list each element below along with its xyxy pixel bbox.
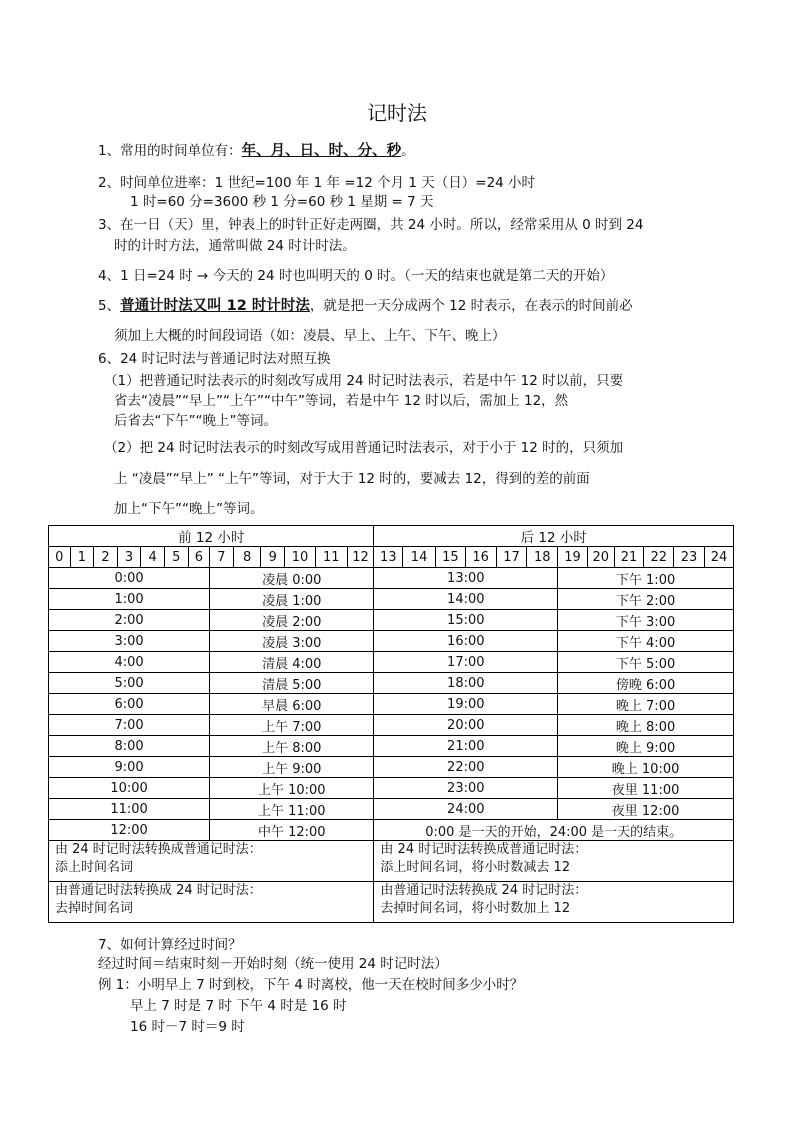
item-6-p1-line-2: 省去“凌晨”“早上”“上午”“中午”等词，若是中午 12 时以后，需加上 12，然 (114, 393, 569, 409)
time-12h-noon: 中午 12:00 (210, 820, 374, 841)
hour-cell: 10 (285, 547, 316, 568)
time-12h-pm: 夜里 11:00 (558, 778, 734, 799)
hour-cell: 12 (347, 547, 374, 568)
item-5-line-1-rest: ，就是把一天分成两个 12 时表示，在表示的时间前必 (309, 298, 633, 314)
time-12h-am: 凌晨 2:00 (210, 610, 374, 631)
time-12h-am: 清晨 5:00 (210, 673, 374, 694)
time-24h-pm: 16:00 (374, 631, 558, 652)
time-24h-am: 9:00 (49, 757, 210, 778)
time-12h-pm: 晚上 8:00 (558, 715, 734, 736)
hour-cell: 4 (141, 547, 165, 568)
table-row (49, 589, 734, 610)
note-rule: 去掉时间名词，将小时数加上 12 (380, 901, 571, 916)
note-rule: 添上时间名词 (55, 860, 134, 875)
time-24h-pm: 23:00 (374, 778, 558, 799)
table-row (49, 568, 734, 589)
hour-cell: 3 (117, 547, 141, 568)
time-24h-pm: 21:00 (374, 736, 558, 757)
time-24h-am: 4:00 (49, 652, 210, 673)
time-12h-pm: 下午 1:00 (558, 568, 734, 589)
note-cell-left (49, 841, 374, 882)
time-24h-am: 3:00 (49, 631, 210, 652)
hour-cell: 13 (374, 547, 403, 568)
time-12h-pm: 下午 2:00 (558, 589, 734, 610)
hour-ruler-row (49, 547, 734, 568)
time-12h-pm: 下午 3:00 (558, 610, 734, 631)
table-row (49, 778, 734, 799)
hour-cell: 17 (496, 547, 527, 568)
item-1-units: 年、月、日、时、分、秒 (241, 143, 402, 159)
header-first-12-hours: 前 12 小时 (49, 526, 374, 547)
hour-cell: 20 (587, 547, 614, 568)
time-12h-am: 凌晨 3:00 (210, 631, 374, 652)
time-12h-am: 早晨 6:00 (210, 694, 374, 715)
time-24h-noon: 12:00 (49, 820, 210, 841)
time-12h-pm: 晚上 10:00 (558, 757, 734, 778)
note-heading: 由普通记时法转换成 24 时记时法： (55, 883, 262, 898)
item-7-formula: 经过时间＝结束时刻－开始时刻（统一使用 24 时记时法） (98, 956, 448, 972)
hour-cell: 22 (644, 547, 674, 568)
table-row (49, 631, 734, 652)
item-6-p2-line-2: 上 “凌晨”“早上” “上午”等词，对于大于 12 时的，要减去 12，得到的差的前面 (114, 471, 590, 487)
page-title: 记时法 (367, 101, 427, 125)
time-24h-pm: 19:00 (374, 694, 558, 715)
hour-cell: 7 (210, 547, 234, 568)
table-row (49, 694, 734, 715)
item-5-emphasis: 普通计时法又叫 12 时计时法 (120, 298, 310, 314)
hour-cell: 21 (614, 547, 644, 568)
hour-cell: 24 (704, 547, 733, 568)
table-row-noon (49, 820, 734, 841)
table-row (49, 736, 734, 757)
table-header-row (49, 526, 734, 547)
time-24h-pm: 24:00 (374, 799, 558, 820)
day-boundary-note: 0:00 是一天的开始，24:00 是一天的结束。 (374, 820, 734, 841)
note-rule: 添上时间名词，将小时数减去 12 (380, 860, 571, 875)
time-12h-pm: 夜里 12:00 (558, 799, 734, 820)
time-24h-am: 8:00 (49, 736, 210, 757)
hour-cell: 15 (436, 547, 466, 568)
note-cell-left (49, 882, 374, 923)
hour-cell: 19 (558, 547, 588, 568)
item-3-line-2: 时的计时方法，通常叫做 24 时计时法。 (114, 238, 356, 254)
item-5-line-2: 须加上大概的时间段词语（如：凌晨、早上、上午、下午、晚上） (114, 328, 506, 344)
time-24h-pm: 13:00 (374, 568, 558, 589)
time-24h-am: 7:00 (49, 715, 210, 736)
time-24h-pm: 14:00 (374, 589, 558, 610)
time-12h-am: 上午 8:00 (210, 736, 374, 757)
time-24h-am: 6:00 (49, 694, 210, 715)
item-4: 4、1 日=24 时 → 今天的 24 时也叫明天的 0 时。（一天的结束也就是第二天的开始） (98, 268, 614, 284)
note-heading: 由普通记时法转换成 24 时记时法： (380, 883, 588, 898)
time-24h-pm: 15:00 (374, 610, 558, 631)
time-24h-pm: 17:00 (374, 652, 558, 673)
time-12h-pm: 晚上 9:00 (558, 736, 734, 757)
time-24h-pm: 22:00 (374, 757, 558, 778)
time-12h-am: 清晨 4:00 (210, 652, 374, 673)
table-row (49, 715, 734, 736)
time-24h-am: 5:00 (49, 673, 210, 694)
time-24h-am: 11:00 (49, 799, 210, 820)
time-24h-am: 1:00 (49, 589, 210, 610)
time-24h-am: 2:00 (49, 610, 210, 631)
table-row (49, 652, 734, 673)
hour-cell: 14 (403, 547, 436, 568)
item-6-p2-line-1: （2）把 24 时记时法表示的时刻改写成用普通记时法表示，对于小于 12 时的，只须加 (104, 440, 624, 456)
hour-cell: 1 (70, 547, 94, 568)
hour-cell: 16 (465, 547, 496, 568)
time-12h-am: 上午 7:00 (210, 715, 374, 736)
item-5-prefix: 5、 (98, 298, 121, 314)
item-6-p1-line-3: 后省去“下午”“晚上”等词。 (114, 413, 277, 429)
item-7-example: 例 1：小明早上 7 时到校，下午 4 时离校，他一天在校时间多少小时？ (98, 977, 524, 993)
time-24h-pm: 18:00 (374, 673, 558, 694)
note-rule: 去掉时间名词 (55, 901, 134, 916)
item-7-step-1: 早上 7 时是 7 时 下午 4 时是 16 时 (130, 998, 347, 1014)
hour-cell: 11 (315, 547, 347, 568)
hour-cell: 0 (49, 547, 71, 568)
header-last-12-hours: 后 12 小时 (374, 526, 734, 547)
note-cell-right (374, 882, 734, 923)
time-12h-pm: 傍晚 6:00 (558, 673, 734, 694)
item-3-line-1: 3、在一日（天）里，钟表上的时针正好走两圈，共 24 小时。所以，经常采用从 0 时到 24 (98, 217, 644, 233)
time-12h-am: 上午 11:00 (210, 799, 374, 820)
item-1-prefix: 1、常用的时间单位有： (98, 143, 242, 159)
time-12h-pm: 下午 5:00 (558, 652, 734, 673)
conversion-note-row (49, 882, 734, 923)
table-row (49, 610, 734, 631)
time-12h-am: 上午 9:00 (210, 757, 374, 778)
item-7-step-2: 16 时－7 时＝9 时 (130, 1019, 245, 1035)
hour-cell: 5 (164, 547, 188, 568)
note-heading: 由 24 时记时法转换成普通记时法： (380, 842, 588, 857)
hour-cell: 23 (674, 547, 705, 568)
item-2-line-1: 2、时间单位进率：1 世纪=100 年 1 年 =12 个月 1 天（日）=24 小时 (98, 175, 536, 191)
time-12h-am: 上午 10:00 (210, 778, 374, 799)
hour-cell: 9 (261, 547, 285, 568)
hour-cell: 2 (94, 547, 118, 568)
time-12h-pm: 晚上 7:00 (558, 694, 734, 715)
item-6-p1-line-1: （1）把普通记时法表示的时刻改写成用 24 时记时法表示，若是中午 12 时以前，只要 (104, 373, 624, 389)
hour-cell: 6 (188, 547, 210, 568)
time-12h-pm: 下午 4:00 (558, 631, 734, 652)
time-24h-pm: 20:00 (374, 715, 558, 736)
time-24h-am: 10:00 (49, 778, 210, 799)
table-row (49, 757, 734, 778)
time-24h-am: 0:00 (49, 568, 210, 589)
hour-cell: 18 (527, 547, 558, 568)
conversion-note-row (49, 841, 734, 882)
item-6-heading: 6、24 时记时法与普通记时法对照互换 (98, 351, 331, 367)
table-row (49, 673, 734, 694)
note-cell-right (374, 841, 734, 882)
time-12h-am: 凌晨 1:00 (210, 589, 374, 610)
item-7-heading: 7、如何计算经过时间？ (98, 937, 242, 953)
hour-cell: 8 (233, 547, 261, 568)
time-conversion-table (48, 525, 734, 923)
note-heading: 由 24 时记时法转换成普通记时法： (55, 842, 262, 857)
item-2-line-2: 1 时=60 分=3600 秒 1 分=60 秒 1 星期 = 7 天 (130, 194, 434, 210)
item-1-suffix: 。 (401, 143, 415, 159)
time-12h-am: 凌晨 0:00 (210, 568, 374, 589)
table-row (49, 799, 734, 820)
item-6-p2-line-3: 加上“下午”“晚上”等词。 (114, 501, 264, 517)
item-5-line-1 (98, 297, 633, 315)
item-1 (98, 142, 415, 160)
